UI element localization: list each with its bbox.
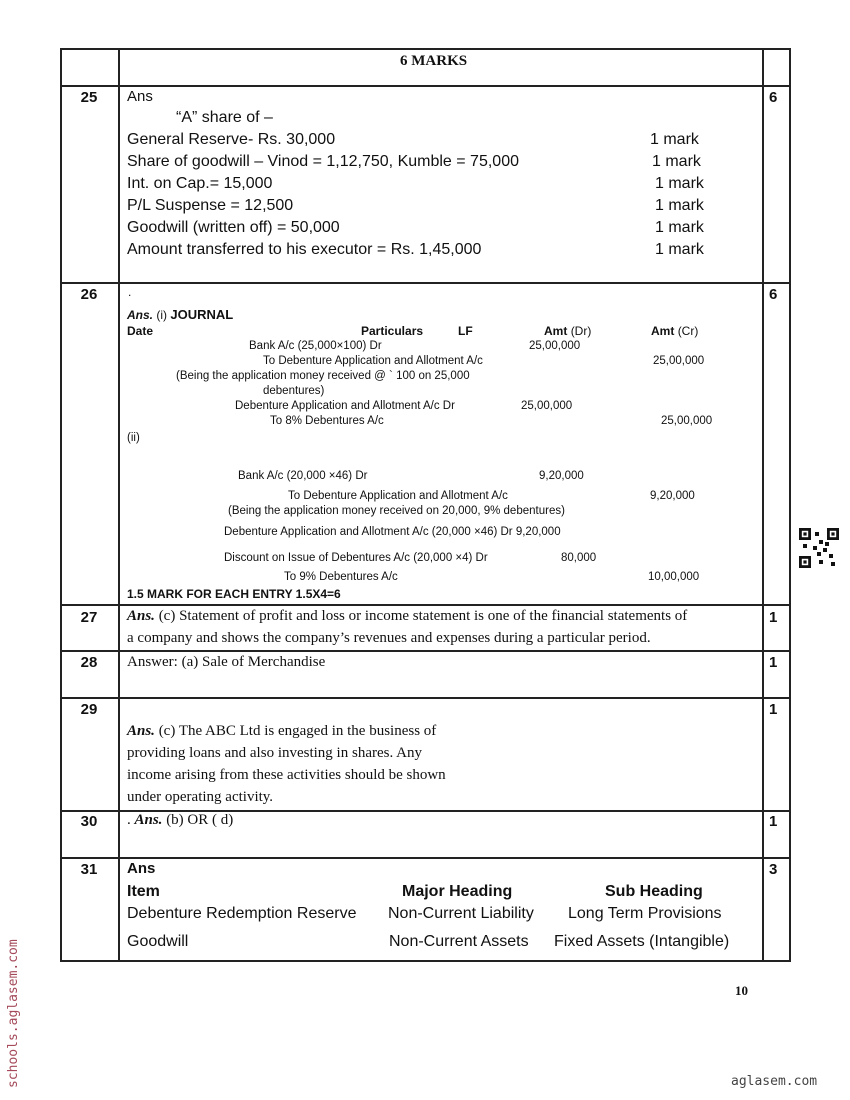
answer-line — [127, 812, 233, 829]
answer-label: Ans. — [127, 308, 154, 322]
column-header-item: Item — [127, 883, 160, 900]
answer-line: Goodwill (written off) = 50,000 — [127, 219, 340, 236]
qr-code-icon — [799, 528, 839, 568]
answer-line: P/L Suspense = 12,500 — [127, 197, 294, 214]
column-header-lf: LF — [458, 324, 473, 338]
column-header-date: Date — [127, 324, 154, 338]
table-border-left — [60, 48, 62, 962]
amt-label: Amt — [544, 324, 568, 338]
column-header-particulars: Particulars — [361, 324, 424, 338]
table-cell: Debenture Redemption Reserve — [127, 905, 357, 922]
journal-debit-entry: Discount on Issue of Debentures A/c (20,000 ×4) Dr — [224, 552, 488, 564]
answer-text: (b) OR ( d) — [166, 812, 234, 828]
mark-allocation: 1 mark — [655, 175, 704, 192]
side-watermark: schools.aglasem.com — [6, 939, 21, 1088]
question-number: 31 — [80, 861, 98, 878]
row-divider — [60, 650, 791, 652]
debit-amount: 9,20,000 — [539, 470, 584, 482]
table-border-top — [60, 48, 791, 50]
journal-title: JOURNAL — [170, 307, 234, 322]
amt-label: Amt — [651, 324, 675, 338]
dr-label: (Dr) — [570, 324, 592, 338]
journal-narration: debentures) — [263, 385, 325, 397]
column-header-amt-cr — [651, 324, 698, 338]
credit-amount: 25,00,000 — [661, 415, 713, 427]
table-cell: Long Term Provisions — [568, 905, 722, 922]
table-cell: Non-Current Liability — [388, 905, 534, 922]
part-label: (ii) — [127, 432, 140, 444]
mark-allocation: 1 mark — [655, 197, 704, 214]
answer-line — [127, 723, 436, 740]
question-marks: 1 — [769, 813, 778, 830]
cr-label: (Cr) — [677, 324, 699, 338]
question-number: 28 — [80, 654, 98, 671]
answer-line: General Reserve- Rs. 30,000 — [127, 131, 336, 148]
answer-text: (c) The ABC Ltd is engaged in the business of — [158, 723, 437, 739]
section-title: 6 MARKS — [400, 53, 468, 69]
page-number: 10 — [735, 983, 748, 998]
journal-heading — [127, 307, 233, 322]
journal-credit-entry: To Debenture Application and Allotment A/c — [288, 490, 508, 502]
journal-debit-entry: Bank A/c (25,000×100) Dr — [249, 340, 382, 352]
answer-line: under operating activity. — [127, 789, 274, 805]
row-divider — [60, 604, 791, 606]
question-marks: 1 — [769, 701, 778, 718]
part-label: (i) — [156, 308, 168, 322]
answer-line: a company and shows the company’s revenues and expenses during a particular period. — [127, 630, 651, 646]
bottom-watermark: aglasem.com — [731, 1074, 818, 1089]
journal-credit-entry: To Debenture Application and Allotment A/c — [263, 355, 483, 367]
table-border-bottom — [60, 960, 791, 962]
question-marks: 1 — [769, 654, 778, 671]
column-header-sub: Sub Heading — [605, 883, 703, 900]
answer-line: providing loans and also investing in shares. Any — [127, 745, 422, 761]
answer-label: Ans. — [134, 812, 163, 828]
mark-allocation: 1 mark — [655, 241, 704, 258]
journal-narration: (Being the application money received on 20,000, 9% debentures) — [228, 505, 565, 517]
question-marks: 6 — [769, 286, 778, 303]
column-header-amt-dr — [544, 324, 591, 338]
answer-label: Ans — [127, 88, 153, 105]
mark-allocation: 1 mark — [650, 131, 699, 148]
answer-label: Ans. — [127, 723, 155, 739]
table-border-right — [789, 48, 791, 962]
table-cell: Fixed Assets (Intangible) — [554, 933, 730, 950]
journal-debit-entry: Debenture Application and Allotment A/c (20,000 ×46) Dr 9,20,000 — [224, 526, 561, 538]
column-divider — [762, 48, 764, 962]
journal-credit-entry: To 9% Debentures A/c — [284, 571, 398, 583]
debit-amount: 25,00,000 — [529, 340, 581, 352]
question-number: 30 — [80, 813, 98, 830]
journal-debit-entry: Bank A/c (20,000 ×46) Dr — [238, 470, 368, 482]
credit-amount: 10,00,000 — [648, 571, 700, 583]
leading-dot: . — [128, 285, 132, 299]
answer-line: Int. on Cap.= 15,000 — [127, 175, 273, 192]
answer-line: Share of goodwill – Vinod = 1,12,750, Kumble = 75,000 — [127, 153, 519, 170]
answer-line: Answer: (a) Sale of Merchandise — [127, 654, 326, 670]
table-cell: Goodwill — [127, 933, 189, 950]
marking-scheme-note: 1.5 MARK FOR EACH ENTRY 1.5X4=6 — [127, 587, 341, 601]
journal-credit-entry: To 8% Debentures A/c — [270, 415, 384, 427]
mark-allocation: 1 mark — [652, 153, 701, 170]
table-cell: Non-Current Assets — [389, 933, 529, 950]
question-number: 27 — [80, 609, 98, 626]
credit-amount: 25,00,000 — [653, 355, 705, 367]
answer-text: (c) Statement of profit and loss or income statement is one of the financial statements of — [158, 608, 688, 624]
question-marks: 1 — [769, 609, 778, 626]
column-divider — [118, 48, 120, 962]
row-divider — [60, 857, 791, 859]
question-number: 26 — [80, 286, 98, 303]
leading-dot: . — [127, 812, 131, 828]
answer-line: Amount transferred to his executor = Rs. 1,45,000 — [127, 241, 482, 258]
question-number: 25 — [80, 89, 98, 106]
question-marks: 3 — [769, 861, 778, 878]
mark-allocation: 1 mark — [655, 219, 704, 236]
answer-label: Ans. — [127, 608, 155, 624]
answer-intro: “A” share of – — [176, 109, 273, 126]
debit-amount: 80,000 — [561, 552, 597, 564]
question-number: 29 — [80, 701, 98, 718]
answer-line — [127, 608, 687, 625]
debit-amount: 25,00,000 — [521, 400, 573, 412]
question-marks: 6 — [769, 89, 778, 106]
answer-line: income arising from these activities should be shown — [127, 767, 446, 783]
credit-amount: 9,20,000 — [650, 490, 695, 502]
row-divider — [60, 697, 791, 699]
journal-debit-entry: Debenture Application and Allotment A/c Dr — [235, 400, 455, 412]
journal-narration: (Being the application money received @ ` 100 on 25,000 — [176, 370, 470, 382]
row-divider — [60, 282, 791, 284]
row-divider — [60, 85, 791, 87]
column-header-major: Major Heading — [402, 883, 513, 900]
answer-label: Ans — [127, 860, 156, 877]
